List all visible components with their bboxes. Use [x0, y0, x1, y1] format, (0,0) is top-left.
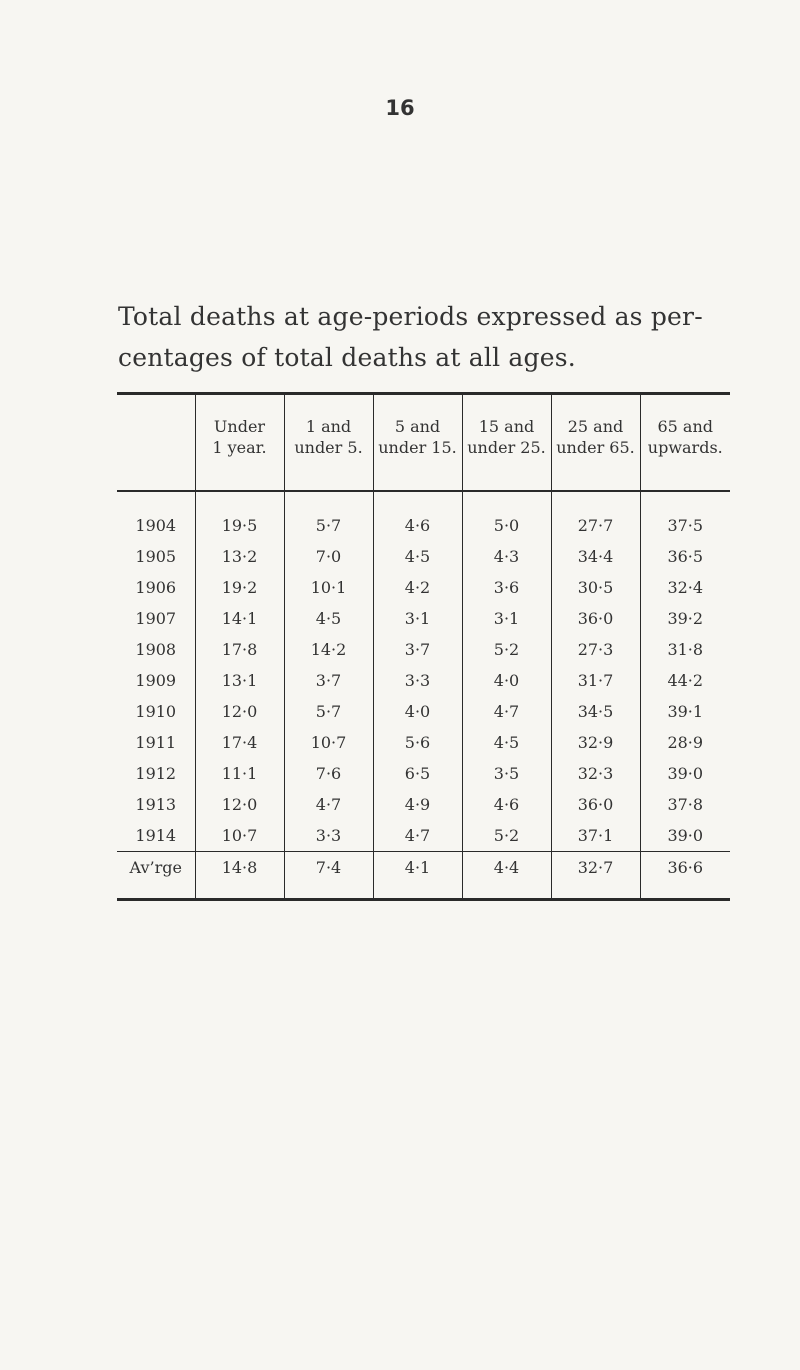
table-row — [117, 541, 730, 572]
percentage-cell: 4·7 — [373, 820, 462, 852]
percentage-cell: 12·0 — [195, 789, 284, 820]
page-number: 16 — [385, 96, 415, 120]
column-header: 5 and under 15. — [373, 394, 462, 492]
percentage-cell: 28·9 — [640, 727, 730, 758]
percentage-cell: 27·3 — [551, 634, 640, 665]
header-corner — [117, 394, 195, 492]
percentage-cell: 36·0 — [551, 603, 640, 634]
year-cell: 1912 — [135, 764, 177, 783]
percentage-cell: 31·8 — [640, 634, 730, 665]
year-cell: 1913 — [135, 795, 177, 814]
percentage-cell: 36·5 — [640, 541, 730, 572]
percentage-cell: 5·2 — [462, 820, 551, 852]
year-cell: 1907 — [135, 609, 177, 628]
percentage-cell: 34·4 — [551, 541, 640, 572]
percentage-cell: 3·3 — [284, 820, 373, 852]
percentage-cell: 3·5 — [462, 758, 551, 789]
percentage-cell: 3·1 — [373, 603, 462, 634]
percentage-cell: 37·1 — [551, 820, 640, 852]
year-cell: 1905 — [135, 547, 177, 566]
percentage-cell: 4·5 — [462, 727, 551, 758]
percentage-cell: 4·7 — [284, 789, 373, 820]
percentage-cell: 4·6 — [462, 789, 551, 820]
percentage-cell: 3·1 — [462, 603, 551, 634]
percentage-cell: 27·7 — [551, 491, 640, 541]
table-row — [117, 820, 730, 852]
percentage-cell: 37·8 — [640, 789, 730, 820]
percentage-cell: 5·0 — [462, 491, 551, 541]
percentage-cell: 3·7 — [373, 634, 462, 665]
year-cell: 1914 — [135, 826, 177, 845]
column-header: Under 1 year. — [195, 394, 284, 492]
table-row — [117, 696, 730, 727]
percentage-cell: 7·6 — [284, 758, 373, 789]
percentage-cell: 3·3 — [373, 665, 462, 696]
year-cell: 1910 — [135, 702, 177, 721]
percentage-cell: 32·4 — [640, 572, 730, 603]
percentage-cell: 36·0 — [551, 789, 640, 820]
table-row — [117, 491, 730, 541]
table-row — [117, 727, 730, 758]
column-header: 25 and under 65. — [551, 394, 640, 492]
percentage-cell: 37·5 — [640, 491, 730, 541]
percentage-cell: 19·2 — [195, 572, 284, 603]
percentage-cell: 10·7 — [284, 727, 373, 758]
average-row — [117, 852, 730, 900]
table-row — [117, 634, 730, 665]
percentage-cell: 3·6 — [462, 572, 551, 603]
percentage-cell: 44·2 — [640, 665, 730, 696]
percentage-cell: 4·0 — [462, 665, 551, 696]
percentage-cell: 39·1 — [640, 696, 730, 727]
table-title: Total deaths at age-periods expressed as per-centages of total deaths at all ages. — [118, 302, 703, 372]
year-cell: 1904 — [135, 516, 177, 535]
percentage-cell: 17·8 — [195, 634, 284, 665]
percentage-cell: 5·7 — [284, 491, 373, 541]
percentage-cell: 17·4 — [195, 727, 284, 758]
average-cell: 4·4 — [462, 852, 551, 900]
percentage-cell: 5·2 — [462, 634, 551, 665]
average-cell: 14·8 — [195, 852, 284, 900]
year-cell: 1906 — [135, 578, 177, 597]
percentage-cell: 4·3 — [462, 541, 551, 572]
percentage-cell: 12·0 — [195, 696, 284, 727]
mortality-table — [117, 392, 730, 901]
percentage-cell: 4·6 — [373, 491, 462, 541]
percentage-cell: 10·1 — [284, 572, 373, 603]
percentage-cell: 5·6 — [373, 727, 462, 758]
percentage-cell: 14·2 — [284, 634, 373, 665]
percentage-cell: 19·5 — [195, 491, 284, 541]
percentage-cell: 14·1 — [195, 603, 284, 634]
percentage-cell: 39·0 — [640, 758, 730, 789]
percentage-cell: 39·2 — [640, 603, 730, 634]
table-row — [117, 789, 730, 820]
percentage-cell: 3·7 — [284, 665, 373, 696]
percentage-cell: 4·9 — [373, 789, 462, 820]
percentage-cell: 13·2 — [195, 541, 284, 572]
average-cell: 32·7 — [551, 852, 640, 900]
year-cell: 1908 — [135, 640, 177, 659]
percentage-cell: 32·9 — [551, 727, 640, 758]
column-header: 15 and under 25. — [462, 394, 551, 492]
percentage-cell: 6·5 — [373, 758, 462, 789]
table-row — [117, 572, 730, 603]
column-header: 1 and under 5. — [284, 394, 373, 492]
column-header: 65 and upwards. — [640, 394, 730, 492]
percentage-cell: 4·7 — [462, 696, 551, 727]
percentage-cell: 10·7 — [195, 820, 284, 852]
percentage-cell: 39·0 — [640, 820, 730, 852]
percentage-cell: 5·7 — [284, 696, 373, 727]
percentage-cell: 4·0 — [373, 696, 462, 727]
percentage-cell: 4·2 — [373, 572, 462, 603]
average-cell: 4·1 — [373, 852, 462, 900]
percentage-cell: 13·1 — [195, 665, 284, 696]
table-row — [117, 758, 730, 789]
percentage-cell: 31·7 — [551, 665, 640, 696]
year-cell: 1911 — [135, 733, 177, 752]
percentage-cell: 4·5 — [284, 603, 373, 634]
percentage-cell: 11·1 — [195, 758, 284, 789]
percentage-cell: 7·0 — [284, 541, 373, 572]
percentage-cell: 30·5 — [551, 572, 640, 603]
average-cell: 7·4 — [284, 852, 373, 900]
percentage-cell: 34·5 — [551, 696, 640, 727]
percentage-cell: 32·3 — [551, 758, 640, 789]
table-row — [117, 603, 730, 634]
table-row — [117, 665, 730, 696]
header-row — [117, 394, 730, 492]
percentage-cell: 4·5 — [373, 541, 462, 572]
average-label: Av’rge — [117, 852, 195, 900]
year-cell: 1909 — [135, 671, 177, 690]
average-cell: 36·6 — [640, 852, 730, 900]
